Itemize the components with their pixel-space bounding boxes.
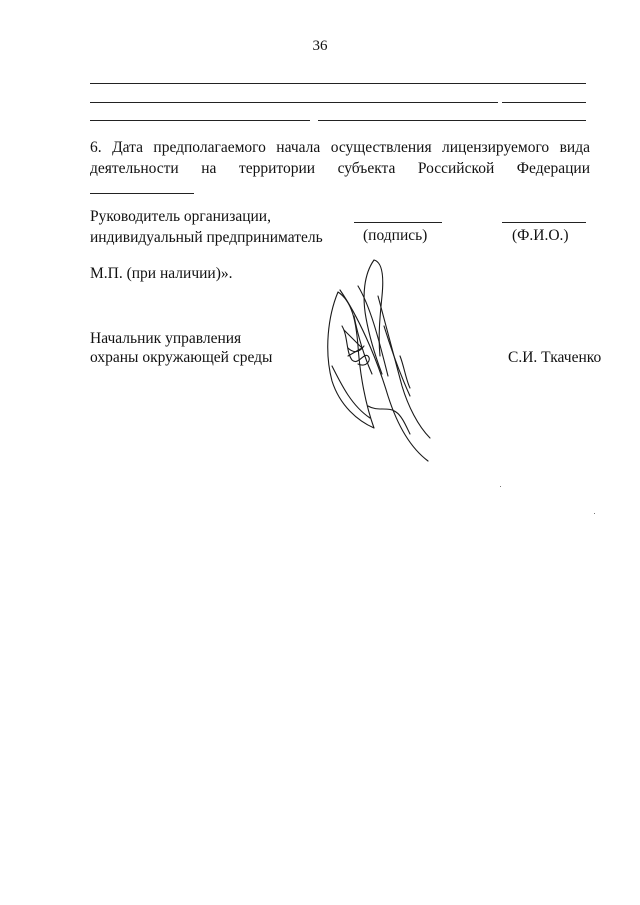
signature-caption: (подпись) xyxy=(363,227,428,244)
name-caption: (Ф.И.О.) xyxy=(512,227,569,244)
form-item-6 xyxy=(90,137,590,200)
scan-speck xyxy=(500,486,501,487)
approver-title-line-1: Начальник управления xyxy=(90,330,242,347)
approver-title-line-2: охраны окружающей среды xyxy=(90,349,273,366)
page-number: 36 xyxy=(312,38,328,54)
form-blank-line xyxy=(90,120,586,121)
approver-name: С.И. Ткаченко xyxy=(508,349,602,366)
signatory-role-line-1: Руководитель организации, xyxy=(90,208,271,225)
name-blank-line xyxy=(502,222,586,223)
handwritten-signature xyxy=(318,256,448,466)
approver-title xyxy=(90,329,272,367)
date-blank-field xyxy=(90,181,194,194)
line-gap xyxy=(498,101,502,104)
line-gap xyxy=(310,119,318,122)
signatory-role xyxy=(90,206,323,248)
stamp-note: М.П. (при наличии)». xyxy=(90,265,233,282)
form-blank-line xyxy=(90,83,586,84)
signature-blank-line xyxy=(354,222,442,223)
form-blank-line xyxy=(90,102,586,103)
signatory-role-line-2: индивидуальный предприниматель xyxy=(90,229,323,246)
scan-speck xyxy=(594,513,595,514)
form-item-6-text: 6. Дата предполагаемого начала осуществления лицензируемого вида деятельности на территории субъекта Российской Федерации xyxy=(90,139,590,177)
